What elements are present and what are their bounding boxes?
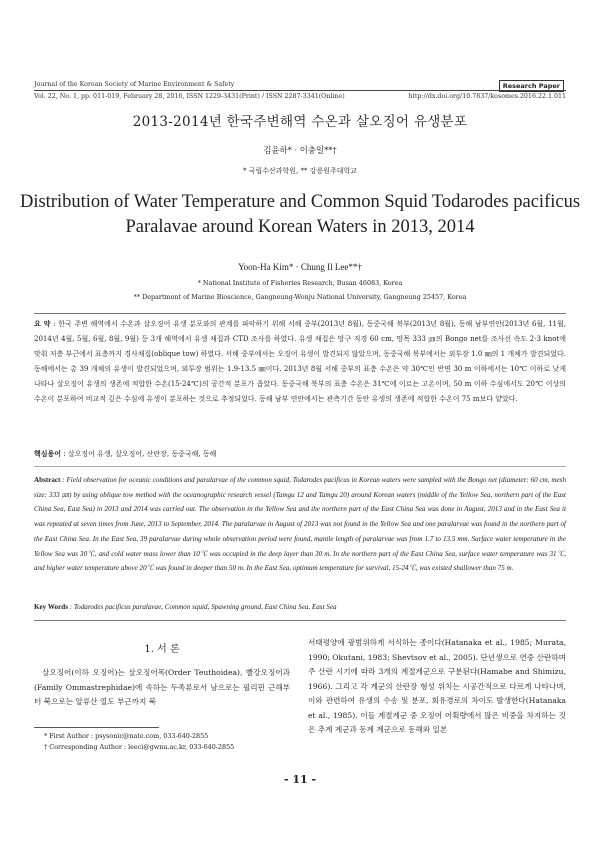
abstract-bottom-rule (34, 620, 566, 621)
korean-affiliations: * 국립수산과학원, ** 강릉원주대학교 (242, 167, 358, 175)
page-number: - 11 - (283, 773, 317, 786)
english-title (0, 190, 600, 240)
volume-info: Vol. 22, No. 1, pp. 011-019, February 28, 2016, ISSN 1229-3431(Print) / ISSN 2287-3341(Online) (34, 93, 345, 100)
korean-abstract-label: 요 약 (34, 319, 51, 328)
english-keywords-text: : Todarodes pacificus paralavae, Common squid, Spawning ground, East China Sea, East Sea (69, 603, 337, 611)
english-authors: Yoon-Ha Kim* · Chung Il Lee**† (238, 262, 362, 272)
english-abstract-label: Abstract (34, 476, 61, 484)
korean-keywords (34, 446, 566, 462)
research-paper-badge: Research Paper (499, 80, 564, 92)
abstract-top-rule (34, 313, 566, 314)
footnote-corresponding-author: † Corresponding Author : leeci@gwnu.ac.kr, 033-640-2855 (44, 743, 235, 751)
english-keywords (34, 600, 566, 615)
korean-authors: 김윤하* · 이충일**† (263, 145, 337, 155)
journal-name: Journal of the Korean Society of Marine Environment & Safety (34, 81, 235, 88)
korean-keywords-text: : 살오징어 유생, 살오징어, 산란장, 동중국해, 동해 (63, 450, 217, 458)
header-rule (34, 90, 566, 91)
korean-title: 2013-2014년 한국주변해역 수온과 살오징어 유생분포 (132, 114, 468, 130)
korean-abstract (34, 316, 566, 407)
intro-left-column: 살오징어(이하 오징어)는 살오징어목(Order Teuthoidea), 빨강오징어과(Family Ommastrephidae)에 속하는 두족류로서 남으로는 필리핀 근해부터 북으로는 알류산 열도 부근까지 북 (34, 668, 290, 706)
intro-right-column: 서태평양에 광범위하게 서식하는 종이다(Hatanaka et al., 1985; Murata, 1990; Okutani, 1983; Shevtsov et al., 2005). 단년생으로 연중 산란하며 주 산란 시기에 따라 3개의 계절계군으로 구분된다(Hamabe and Shimizu, 1966). 그리고 각 계군의 산란장 형성 위치는 시공간적으로 다르게 나타나며, 이와 관련하여 유생의 수송 및 분포, 회유경로의 차이도 발생한다(Hatanaka et al., 1985). 이들 계절계군 중 오징어 어획량에서 많은 비중을 차지하는 것은 추계 계군과 동계 계군으로 동해와 일본 (308, 638, 566, 734)
footnote-rule (34, 727, 159, 728)
english-abstract-text: : Field observation for oceanic conditions and paralarvae of the common squid, Todarodes pacificus in Korean waters were sampled with the Bongo net (diameter: 60 cm, mesh size: 333 ㎛) by using oblique tow method with the oceanographic research vessel (Tamgu 12 and Tamgu 20) around Korean waters (middle of the Yellow Sea, northern part of the East China Sea, East Sea) in 2013 and 2014 was carried out. The observation in the Yellow Sea and the northern part of the East China Sea was done in August, 2013 and in the East Sea it was repeated at seven times from June, 2013 to September, 2014. The paralarvae in August of 2013 was not found in the Yellow Sea and one paralarvae was found in the northern part of the East China Sea. In the East Sea, 39 paralarvae during whole observation period were found, mantle length of paralarvae was from 1.7 to 13.5 mm. Surface water temperature in the Yellow Sea was 30℃, and cold water mass lower than 10℃ was occupied in the deep layer than 30 m. In the northern part of the East China Sea, surface water temperature was 31℃, and higher water temperature above 20℃ was found in deeper than 50 m. In the East Sea, optimum temperature for survival, 15-24℃, was existed shallower than 75 m. (34, 476, 566, 573)
english-affiliation-2: ** Department of Marine Bioscience, Gangneung-Wonju National University, Gangneung 25457, Korea (133, 293, 467, 301)
section-title: 1. 서 론 (144, 644, 180, 655)
korean-abstract-text: : 한국 주변 해역에서 수온과 살오징어 유생 분포와의 관계를 파악하기 위해 서해 중부(2013년 8월), 동중국해 북부(2013년 8월), 동해 남부연안(2013년 6월, 11월, 2014년 4월, 5월, 6월, 8월, 9월) 등 3개 해역에서 유생 채집과 CTD 조사를 하였다. 유생 채집은 망구 직경 60 cm, 망목 333 ㎛의 Bongo net를 조사선 속도 2-3 knot에 맞춰 저층 부근에서 표층까지 경사채집(oblique tow) 하였다. 서해 중부에서는 오징어 유생이 발견되지 않았으며, 동중국해 북부에서는 외투장 1.0 ㎜의 1 개체가 발견되었다. 동해에서는 총 39 개체의 유생이 발견되었으며, 외투장 범위는 1.9-13.5 ㎜이다. 2013년 8월 서해 중부의 표층 수온은 약 30℃인 반면 30 m 이하에서는 10℃ 이하로 낮게 나타나 살오징어 유생의 생존에 적합한 수온(15-24℃)의 공간적 분포가 좁았다. 동중국해 북부의 표층 수온은 31℃에 이르는 고온이며, 50 m 이하 수심에서도 20℃ 이상의 수온이 분포하여 비교적 깊은 수심에 유생이 분포하는 것으로 추정되었다. 동해 남부 연안에서는 관측기간 동안 유생의 생존에 적합한 수온이 75 m보다 얕았다. (34, 320, 566, 403)
english-abstract (34, 473, 566, 576)
english-title-line1: Distribution of Water Temperature and Common Squid Todarodes pacificus (19, 192, 581, 212)
english-affiliation-1: * National Institute of Fisheries Research, Busan 46083, Korea (197, 279, 403, 287)
keywords-rule (34, 466, 566, 467)
english-title-line2: Paralavae around Korean Waters in 2013, 2014 (125, 217, 475, 237)
footnote-first-author: * First Author : psysonic@nate.com, 033-640-2855 (44, 732, 209, 740)
korean-keywords-label: 핵심용어 (34, 449, 62, 458)
doi-link[interactable]: http://dx.doi.org/10.7837/kosomes.2016.22.1.011 (408, 93, 566, 100)
english-keywords-label: Key Words (34, 603, 68, 611)
